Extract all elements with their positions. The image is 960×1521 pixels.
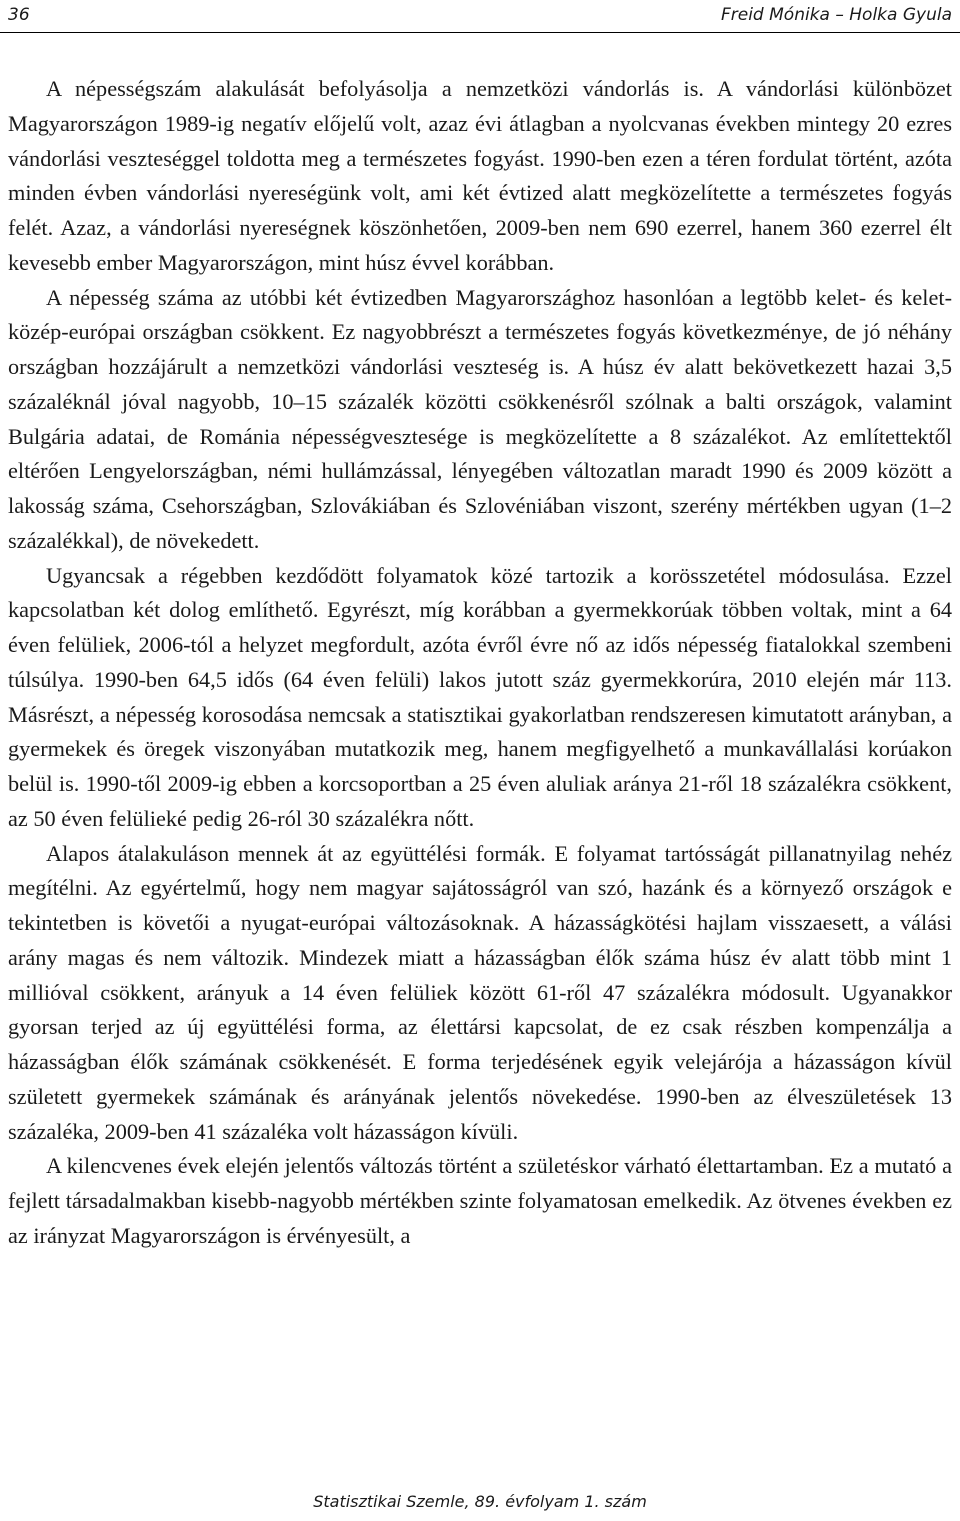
body-text bbox=[8, 72, 952, 1254]
paragraph-4: Alapos átalakuláson mennek át az együttélési formák. E folyamat tartósságát pillanatnyilag nehéz megítélni. Az egyértelmű, hogy nem magyar sajátosságról van szó, hazánk és a környező országok e tekintetben is követői a nyugat-európai változásoknak. A házasságkötési hajlam visszaesett, a válási arány magas és nem változik. Mindezek miatt a házasságban élők száma húsz év alatt több mint 1 millióval csökkent, arányuk a 14 éven felüliek között 61-ről 47 százalékra módosult. Ugyanakkor gyorsan terjed az új együttélési forma, az élettársi kapcsolat, de ez csak részben kompenzálja a házasságban élők számának csökkenését. E forma terjedésének egyik velejárója a házasságon kívül született gyermekek számának és arányának jelentős növekedése. 1990-ben az élveszületések 13 százaléka, 2009-ben 41 százaléka volt házasságon kívüli. bbox=[8, 840, 952, 1144]
page-number: 36 bbox=[8, 5, 30, 25]
header-authors: Freid Mónika – Holka Gyula bbox=[720, 5, 952, 25]
header-rule bbox=[0, 32, 960, 33]
running-footer: Statisztikai Szemle, 89. évfolyam 1. szám bbox=[313, 1492, 647, 1511]
paragraph-5: A kilencvenes évek elején jelentős változás történt a születéskor várható élettartamban. Ez a mutató a fejlett társadalmakban kisebb-nagyobb mértékben szinte folyamatosan emelkedik. Az ötvenes években ez az irányzat Magyarországon is érvényesült, a bbox=[8, 1153, 952, 1248]
paragraph-3: Ugyancsak a régebben kezdődött folyamatok közé tartozik a korösszetétel módosulása. Ezzel kapcsolatban két dolog említhető. Egyrészt, míg korábban a gyermekkorúak többen voltak, mint a 64 éven felüliek, 2006-tól a helyzet megfordult, azóta évről évre nő az idős népesség fiatalokkal szembeni túlsúlya. 1990-ben 64,5 idős (64 éven felüli) lakos jutott száz gyermekkorúra, 2010 elején már 113. Másrészt, a népesség korosodása nemcsak a statisztikai gyakorlatban rendszeresen kimutatott arányban, a gyermekek és öregek viszonyában mutatkozik meg, hanem megfigyelhető a munkavállalási korúakon belül is. 1990-től 2009-ig ebben a korcsoportban a 25 éven aluliak aránya 21-ről 18 százalékra csökkent, az 50 éven felülieké pedig 26-ról 30 százalékra nőtt. bbox=[8, 562, 952, 831]
running-header bbox=[8, 0, 952, 30]
paragraph-2: A népesség száma az utóbbi két évtizedben Magyarországhoz hasonlóan a legtöbb kelet- és kelet-közép-európai országban csökkent. Ez nagyobbrészt a természetes fogyás következménye, de jó néhány országban hozzájárult a nemzetközi vándorlási veszteség is. A húsz év alatt bekövetkezett hazai 3,5 százaléknál jóval nagyobb, 10–15 százalék közötti csökkenésről szólnak a balti országok, valamint Bulgária adatai, de Románia népességvesztesége is megközelítette a 8 százalékot. Az említettektől eltérően Lengyelországban, némi hullámzással, lényegében változatlan maradt 1990 és 2009 között a lakosság száma, Csehországban, Szlovákiában és Szlovéniában viszont, szerény mértékben ugyan (1–2 százalékkal), de növekedett. bbox=[8, 284, 952, 553]
paragraph-1: A népességszám alakulását befolyásolja a nemzetközi vándorlás is. A vándorlási különbözet Magyarországon 1989-ig negatív előjelű volt, azaz évi átlagban a nyolcvanas években mintegy 20 ezres vándorlási veszteséggel toldotta meg a természetes fogyást. 1990-ben ezen a téren fordulat történt, azóta minden évben vándorlási nyereségünk volt, ami két évtized alatt megközelítette a természetes fogyás felét. Azaz, a vándorlási nyereségnek köszönhetően, 2009-ben nem 690 ezerrel, hanem 360 ezerrel élt kevesebb ember Magyarországon, mint húsz évvel korábban. bbox=[8, 76, 952, 275]
